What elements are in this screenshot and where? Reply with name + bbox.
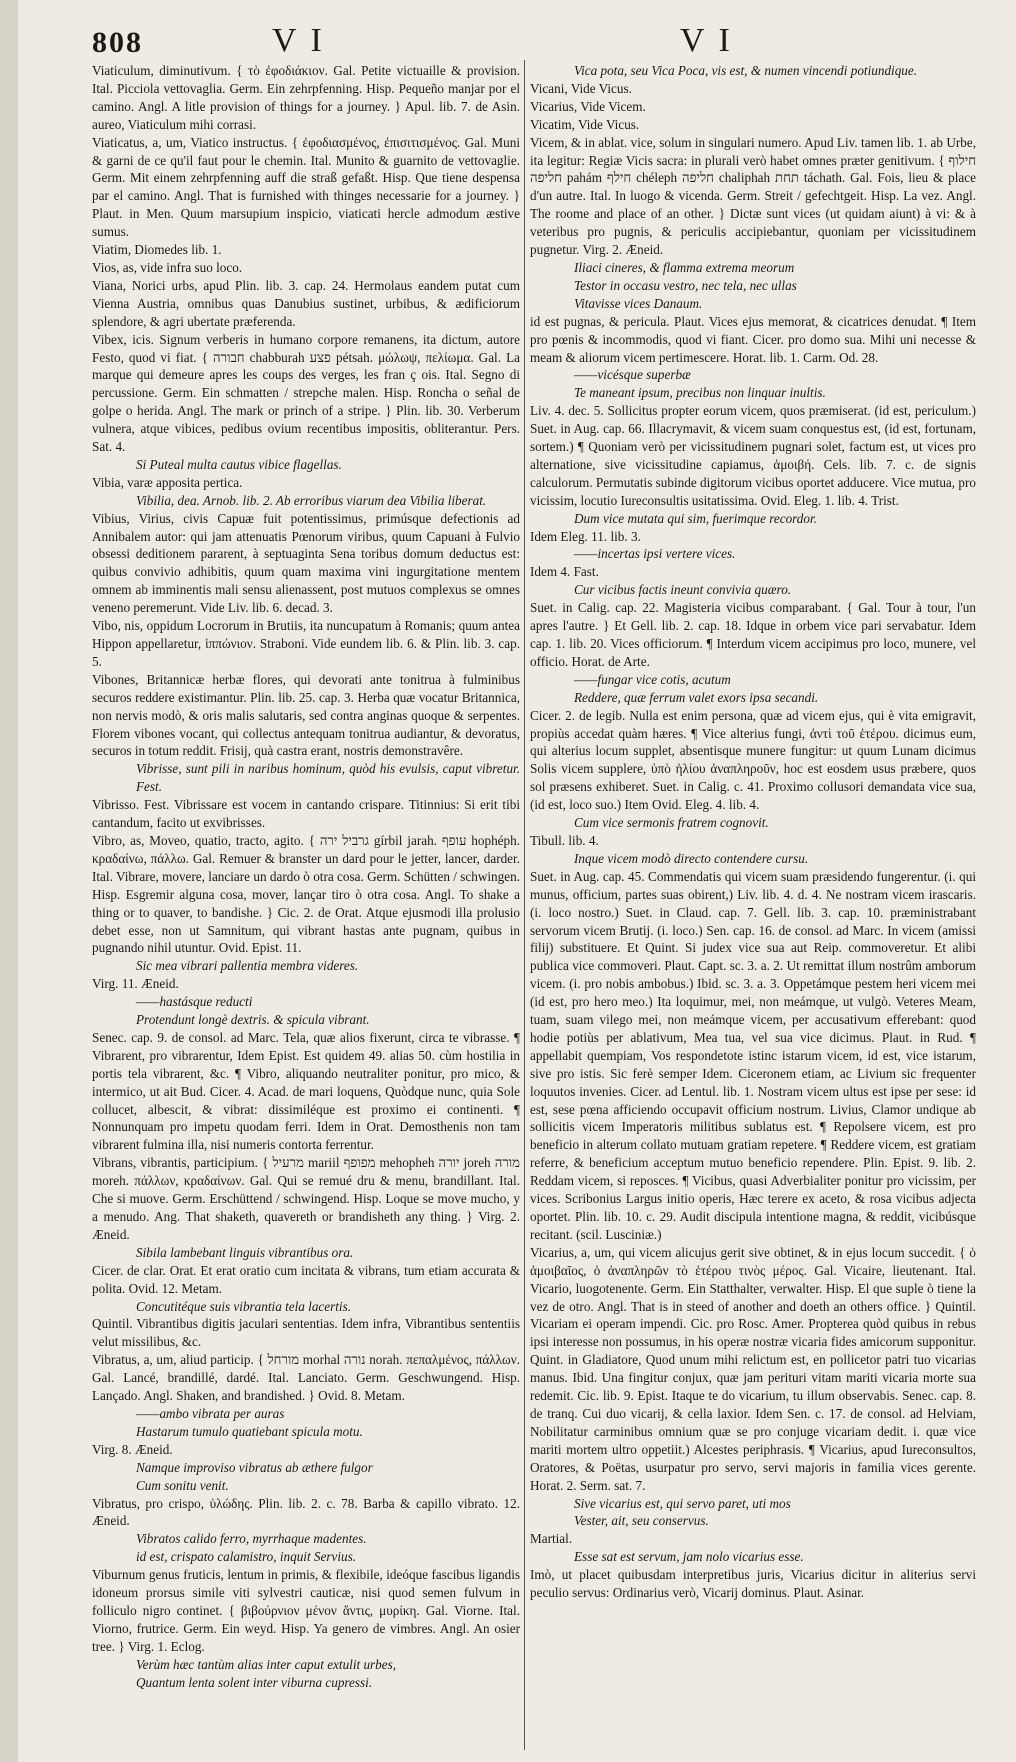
verse-quotation: Vica pota, seu Vica Poca, vis est, & numen vincendi potiundique.: [574, 63, 918, 78]
verse-quotation: Cur vicibus factis ineunt convivia quæro.: [574, 582, 792, 598]
column-divider: [524, 60, 525, 1750]
dictionary-entry: Idem 4. Fast.: [530, 564, 599, 580]
dictionary-entry: Vicatim, Vide Vicus.: [530, 116, 640, 132]
verse-quotation: Vibrisse, sunt pili in naribus hominum, quòd his evulsis, caput vibretur. Fest.: [136, 761, 520, 795]
dictionary-entry: Vios, as, vide infra suo loco.: [92, 259, 243, 275]
right-running-title: VI: [680, 22, 744, 59]
verse-quotation: Sic mea vibrari pallentia membra videres.: [136, 958, 359, 974]
verse-quotation: ——incertas ipsi vertere vices.: [574, 546, 736, 562]
dictionary-entry: Cicer. 2. de legib. Nulla est enim persona, quæ ad vicem ejus, qui è vita emigravit, propiùs accedat quàm hæres. ¶ Vice alterius fungi, ἀντὶ τοῦ ἑτέρου. dicimus eum, qui alterius locum supplet, absentisque munere fungitur: ut quum Lunam dicimus Solis vicem supplere, ὑπὸ ἡλίου ἀναπληροῦν, hoc est eosdem usus præbere, quos sol præsens exhiberet. Suet. in Calig. c. 41. Proximo collusori demandata vice sua, (id est, loco suo.) Item Ovid. Eleg. 4. lib. 4.: [530, 707, 976, 813]
verse-quotation: Concutitéque suis vibrantia tela lacertis.: [136, 1298, 352, 1314]
verse-quotation: Quantum lenta solent inter viburna cupressi.: [136, 1674, 373, 1690]
dictionary-entry: Vicarius, Vide Vicem.: [530, 98, 646, 114]
dictionary-entry: Senec. cap. 9. de consol. ad Marc. Tela, quæ alios fixerunt, circa te vibrasse. ¶ Vibrarent, pro vibrarentur, Idem Epist. Est quidem 49. alias 50. cùm hostilia in portis tela vibrarent, &c. ¶ Vibro, aliquando neutraliter ponitur, pro mico, & intermico, ut ait Bud. Cicer. 4. Acad. de mari loquens, Quòdque nunc, quia Sole collucet, albescit, & vibrat: dissimiléque est proximo ei continenti. ¶ Nonnunquam pro impetu quodam ferri. Idem in Orat. Demosthenis non tam vibrarent fulmina illa, nisi numeris contorta ferrentur.: [92, 1029, 520, 1153]
left-column: [92, 62, 520, 1752]
dictionary-entry: Vibius, Virius, civis Capuæ fuit potentissimus, primúsque defectionis ad Annibalem autor: qui jam attenuatis Pœnorum viribus, quum Capuani à Fulvio obsessi deditionem pararent, à septuaginta Sena toribus domum deductus est: quibus convivio adhibitis, quum quam maxima vini ingurgitatione mentem omnem ab imminentis mali sensu alienassent, post mutuos complexus se omnes veneno peremerunt. Vide Liv. lib. 6. decad. 3.: [92, 510, 520, 616]
running-header: [0, 22, 1016, 62]
left-running-title: VI: [272, 22, 336, 59]
verse-quotation: Reddere, quæ ferrum valet exors ipsa secandi.: [574, 689, 819, 705]
dictionary-entry: id est pugnas, & pericula. Plaut. Vices ejus memorat, & cicatrices denudat. ¶ Item pro pœnis & incommodis, quod vi fiant. Cicer. pro domo sua. Mihi uni necesse & meam & aliorum vicem pertimescere. Horat. lib. 1. Carm. Od. 28.: [530, 313, 976, 365]
verse-quotation: Si Puteal multa cautus vibice flagellas.: [136, 456, 342, 472]
verse-quotation: Vibratos calido ferro, myrrhaque madentes.: [136, 1531, 367, 1547]
dictionary-entry: Vibratus, pro crispo, ὑλώδης. Plin. lib. 2. c. 78. Barba & capillo vibrato. 12. Æneid.: [92, 1495, 520, 1529]
dictionary-entry: Vibones, Britannicæ herbæ flores, qui devorati ante tonitrua à fulminibus securos reddere existimantur. Plin. lib. 25. cap. 3. Herba quæ vocatur Britannica, non nervis modò, & oris malis salutaris, sed contra anginas quoque & serpentes. Florem vibones vocant, qui collectus antequam tonitrua audiantur, & devoratus, securos in totum reddit. Frisij, quà castra erant, nostris demonstravêre.: [92, 671, 520, 759]
verse-quotation: Cum vice sermonis fratrem cognovit.: [574, 815, 769, 831]
dictionary-entry: Viaticatus, a, um, Viatico instructus. { ἐφοδιασμένος, ἐπισιτισμένος. Gal. Muni & garni de ce qu'il faut pour le chemin. Ital. Munito & guarnito de vettovaglie. Germ. Mit einem zehrpfenning auff die straß gefaßt. Hisp. Que tiene despensa par el camino. Angl. That is furnished with thinges necessarie for a journey. } Plaut. in Men. Quum marsupium inspicio, viaticati hercle admodum æstive sumus.: [92, 134, 520, 240]
dictionary-entry: Martial.: [530, 1531, 573, 1547]
right-column: [530, 62, 976, 1752]
verse-quotation: Sibila lambebant linguis vibrantibus ora.: [136, 1244, 354, 1260]
verse-quotation: Namque improviso vibratus ab æthere fulgor: [136, 1459, 373, 1475]
verse-quotation: Vitavisse vices Danaum.: [574, 295, 703, 311]
dictionary-entry: Vibrans, vibrantis, participium. { מרעיל mariil מפופף mehopheh יורה joreh מורה moreh. πάλλων, κραδαίνων. Gal. Qui se remué dru & menu, brandillant. Ital. Che si muove. Germ. Erschüttend / schwingend. Hisp. Loque se move mucho, y a menudo. Ang. That shaketh, quavereth or brandisheth any thing. } Virg. 2. Æneid.: [92, 1155, 520, 1242]
dictionary-entry: Viaticulum, diminutivum. { τὸ ἐφοδιάκιον. Gal. Petite victuaille & provision. Ital. Picciola vettovaglia. Germ. Ein zehrpfenning. Hisp. Pequeño manjar por el camino. Angl. A litle provision of things for a journey. } Apul. lib. 7. de Asin. aureo, Viaticulum mihi corrasi.: [92, 63, 520, 132]
dictionary-entry: Vibex, icis. Signum verberis in humano corpore remanens, ita dictum, autore Festo, quod vi fiat. { חבורה chabburah פצע pétsah. μώλωψ, πελίωμα. Gal. La marque qui demeure apres les coups des verges, les fran ç ois. Ital. Segno di percussione. Germ. Ein schmatten / strepche malen. Hisp. Roncha o señal de golpe o herida. Angl. The mark or princh of a stripe. } Plin. lib. 30. Verberum vulnera, atque vibices, pedibus ovium recentibus impositis, obliterantur. Pers. Sat. 4.: [92, 331, 520, 455]
dictionary-entry: Liv. 4. dec. 5. Sollicitus propter eorum vicem, quos præmiserat. (id est, periculum.) Suet. in Aug. cap. 66. Illacrymavit, & vicem suam conquestus est, (id est, fortunam, sortem.) ¶ Quoniam verò per vicissitudinem pugnari solet, factum est, ut vices pro alternatione, sive vicissitudine capiamus, ἀμοιβή. Cels. lib. 7. c. de signis calculorum. Permutatis subinde digitorum vicibus oportet adducere. Vice mutua, pro vicissim, locutio Iureconsultis usitatissima. Ovid. Eleg. 1. lib. 4. Trist.: [530, 403, 976, 508]
verse-quotation: Dum vice mutata qui sim, fuerimque recordor.: [574, 510, 817, 526]
dictionary-entry: Cicer. de clar. Orat. Et erat oratio cum incitata & vibrans, tum etiam accurata & polita. Ovid. 12. Metam.: [92, 1262, 520, 1296]
verse-quotation: Hastarum tumulo quatiebant spicula motu.: [136, 1423, 363, 1439]
verse-quotation: Inque vicem modò directo contendere cursu.: [574, 850, 809, 866]
dictionary-entry: Vicarius, a, um, qui vicem alicujus gerit sive obtinet, & in ejus locum succedit. { ὁ ἀμοιβαῖος, ὁ ἀναπληρῶν τὸ ἑτέρου τινὸς μέρος. Gal. Vicaire, lieutenant. Ital. Vicario, luogotenente. Germ. Ein Statthalter, verwalter. Hisp. El que suple ò tiene la vez de otro. Angl. That is in steed of another and doeth an others office. } Quintil. Vicariam ei operam impendi. Cic. pro Rosc. Amer. Propterea quòd quibus in rebus ipsi interesse non possumus, in his operæ nostræ vicaria fides amicorum supponitur. Quint. in Gladiatore, Quod unum mihi relictum est, en pollicetor patri tuo vicarias manus. Ibid. Una fingitur conjux, quæ jam perituri vitam mariti vicaria morte sua redemit. Cic. lib. 9. Epist. Itaque te do vicarium, tu illum observabis. Senec. cap. 8. de tranq. Cui duo vicarij, & cella laxior. Idem Sen. c. 17. de consol. ad Helviam, Nobilitatur carminibus omnium quæ se pro conjuge vicariam dedit. i. quæ vice mariti mortem ultro oppetiit.) Alcestes periphrasis. ¶ Vicarius, apud Iureconsultos, Oratores, & Poëtas, usurpatur pro servo, servi majoris in familia vices gerente. Horat. 2. Serm. sat. 7.: [530, 1244, 976, 1493]
dictionary-entry: Imò, ut placet quibusdam interpretibus juris, Vicarius dicitur in aliterius servi peculio servus: Ordinarius verò, Vicarij dominus. Plaut. Asinar.: [530, 1567, 976, 1601]
verse-quotation: ——ambo vibrata per auras: [136, 1405, 285, 1421]
verse-quotation: Vester, ait, seu conservus.: [574, 1513, 709, 1529]
verse-quotation: Vibilia, dea. Arnob. lib. 2. Ab erroribus viarum dea Vibilia liberat.: [136, 492, 487, 508]
verse-quotation: Esse sat est servum, jam nolo vicarius esse.: [574, 1549, 804, 1565]
dictionary-entry: Viana, Norici urbs, apud Plin. lib. 3. cap. 24. Hermolaus eandem putat cum Vienna Austria, omnibus quas Danubius sustinet, urbibus, & ædificiorum splendore, & agri ubertate præferenda.: [92, 277, 520, 329]
verse-quotation: Sive vicarius est, qui servo paret, uti mos: [574, 1495, 791, 1511]
dictionary-entry: Vicem, & in ablat. vice, solum in singulari numero. Apud Liv. tamen lib. 1. ab Urbe, ita legitur: Regiæ Vicis sacra: in plurali verò habet omnes præter genitivum. { חילוף חליפה pahám חילף chéleph חליפה chaliphah תחת táchath. Gal. Fois, lieu & place d'un autre. Ital. In luogo & vicenda. Germ. Streit / gefechtgeit. Hisp. La vez. Angl. The roome and place of an other. } Dictæ sunt vices (ut quidam aiunt) à vi: & à veteribus pro pugnis, & periculis accipiebantur, quoniam per vicissitudinem pugnetur. Virg. 2. Æneid.: [530, 134, 976, 258]
dictionary-entry: Vibro, as, Moveo, quatio, tracto, agito. { גרביל ירה gírbil jarah. עופף hophéph. κραδαίνω, πάλλω. Gal. Remuer & branster un dard pour le jetter, lancer, darder. Ital. Vibrare, movere, lanciare un dardo ò otra cosa. Germ. Schütten / schwingen. Hisp. Esgremir alguna cosa, mover, lançar tiro ò otra cosa. Angl. To shake a thing or to quaver, to bandishe. } Cic. 2. de Orat. Atque ejusmodi illa prolusio debet esse, non ut Samnitum, qui vibrant hastas ante pugnam, quibus in pugnando nihil utuntur. Ovid. Epist. 11.: [92, 832, 520, 956]
dictionary-entry: Vibo, nis, oppidum Locrorum in Brutiis, ita nuncupatum à Romanis; quum antea Hippon appellaretur, ἱππώνιον. Straboni. Vide eundem lib. 6. & Plin. lib. 3. cap. 5.: [92, 618, 520, 669]
dictionary-entry: Virg. 8. Æneid.: [92, 1441, 173, 1457]
dictionary-entry: Quintil. Vibrantibus digitis jaculari sententias. Idem infra, Vibrantibus sententiis velut missilibus, &c.: [92, 1316, 520, 1350]
verse-quotation: Cum sonitu venit.: [136, 1477, 229, 1493]
page-number: 808: [92, 26, 143, 59]
dictionary-entry: Suet. in Calig. cap. 22. Magisteria vicibus comparabant. { Gal. Tour à tour, l'un apres l'autre. } Et Gell. lib. 2. cap. 18. Idque in orbem vice pari servabatur. Idem cap. 1. lib. 20. Vices officiorum. ¶ Interdum vicem accipimus pro loco, munere, vel officio. Horat. de Arte.: [530, 600, 976, 669]
dictionary-entry: Suet. in Aug. cap. 45. Commendatis qui vicem suam præsidendo fungerentur. (i. qui munus, officium, partes suas obirent,) Liv. lib. 4. d. 4. Ne nostram vicem irascaris. (i. loco nostro.) Suet. in Claud. cap. 7. Gell. lib. 3. cap. 10. præministrabant servorum vicem Brutij. (i. loco.) Sen. cap. 16. de consol. ad Marc. In vicem (amissi filij) substituere. Et Quint. Si judex vice sua aut Reip. commoveretur. Et alibi publica vice commoveri. Plaut. Capt. sc. 3. a. 2. Ut remittat illum nostrûm amborum vicem. (i. pro nobis ambobus.) Ibid. sc. 3. a. 3. Oppetámque pestem heri vicem mei (id est, pro hero meo.) Ita loquimur, mei, non meámque, ut vulgò. Veteres Meam, tuam, suam vilego mei, non meámque vicem, per accusativum efferebant: quod hodie potiùs per ablativum, Mea tua, vel sua vice dicimus. Plaut. in Rud. ¶ appellabit quempiam, Vos respondetote istinc istarum vicem, id est, vice istarum, sive pro istis. Sic ferè semper Idem. Ciceronem etiam, ac Livium sic frequenter loquutos invenies. Cicer. ad Lentul. lib. 1. Nostram vicem ultus est ipse per sese: id est, sese pœna afficiendo occupavit officium nostrum. Livius, Clamor undique ab sollicitis vicem Imperatoris militibus sublatus est. ¶ Repolsere vicem, est pro beneficio in alterum collato mutuam gratiam repetere. ¶ Reddere vicem, est gratiam referre, & beneficium acceptum mutuo beneficio rependere. Plin. Epist. 9. lib. 2. Reddam vicem, si reposces. ¶ Vicibus, quasi Adverbialiter ponitur pro vicissim, per vices. Scribonius Largus initio operis, Hæc terere ex aceto, & rosa vicibus adjecta oportet. Plin. lib. 10. c. 29. Audit discipula intentione magna, & reddit, vicibúsque recitant. (scil. Lusciniæ.): [530, 868, 976, 1242]
page-edge: [0, 0, 18, 1762]
verse-quotation: Iliaci cineres, & flamma extrema meorum: [574, 259, 795, 275]
dictionary-entry: Vibrisso. Fest. Vibrissare est vocem in cantando crispare. Titinnius: Si erit tibi cantandum, facito ut exvibrisses.: [92, 797, 520, 831]
verse-quotation: ——hastásque reducti: [136, 994, 253, 1010]
dictionary-entry: Idem Eleg. 11. lib. 3.: [530, 528, 641, 544]
dictionary-entry: Vicani, Vide Vicus.: [530, 80, 632, 96]
verse-quotation: Te maneant ipsum, precibus non linquar inultis.: [574, 385, 826, 401]
verse-quotation: id est, crispato calamistro, inquit Servius.: [136, 1549, 357, 1565]
verse-quotation: ——vicésque superbæ: [574, 367, 691, 383]
dictionary-entry: Tibull. lib. 4.: [530, 832, 599, 848]
dictionary-entry: Vibia, varæ apposita pertica.: [92, 474, 243, 490]
dictionary-entry: Viburnum genus fruticis, lentum in primis, & flexibile, ideóque fascibus ligandis idoneum prorsus simile viti sylvestri cauticæ, nisi quod semen fulvum in folliculo nigro continet. { βιβούρνιον μένον ἄντις, μυρίκη. Gal. Viorne. Ital. Viorno, frutrice. Germ. Ein weyd. Hisp. Ya genero de vimbres. Angl. An osier tree. } Virg. 1. Eclog.: [92, 1567, 520, 1654]
dictionary-entry: Viatim, Diomedes lib. 1.: [92, 242, 222, 258]
verse-quotation: Testor in occasu vestro, nec tela, nec ullas: [574, 277, 797, 293]
dictionary-entry: Virg. 11. Æneid.: [92, 976, 179, 992]
verse-quotation: Protendunt longè dextris. & spicula vibrant.: [136, 1012, 370, 1028]
verse-quotation: ——fungar vice cotis, acutum: [574, 671, 731, 687]
verse-quotation: Verùm hæc tantùm alias inter caput extulit urbes,: [136, 1656, 397, 1672]
dictionary-entry: Vibratus, a, um, aliud particip. { מורחל morhal נורה norah. πεπαλμένος, πάλλων. Gal. Lancé, brandillé, dardé. Ital. Lanciato. Germ. Geschwungend. Hisp. Lançado. Angl. Shaken, and brandished. } Ovid. 8. Metam.: [92, 1352, 520, 1404]
